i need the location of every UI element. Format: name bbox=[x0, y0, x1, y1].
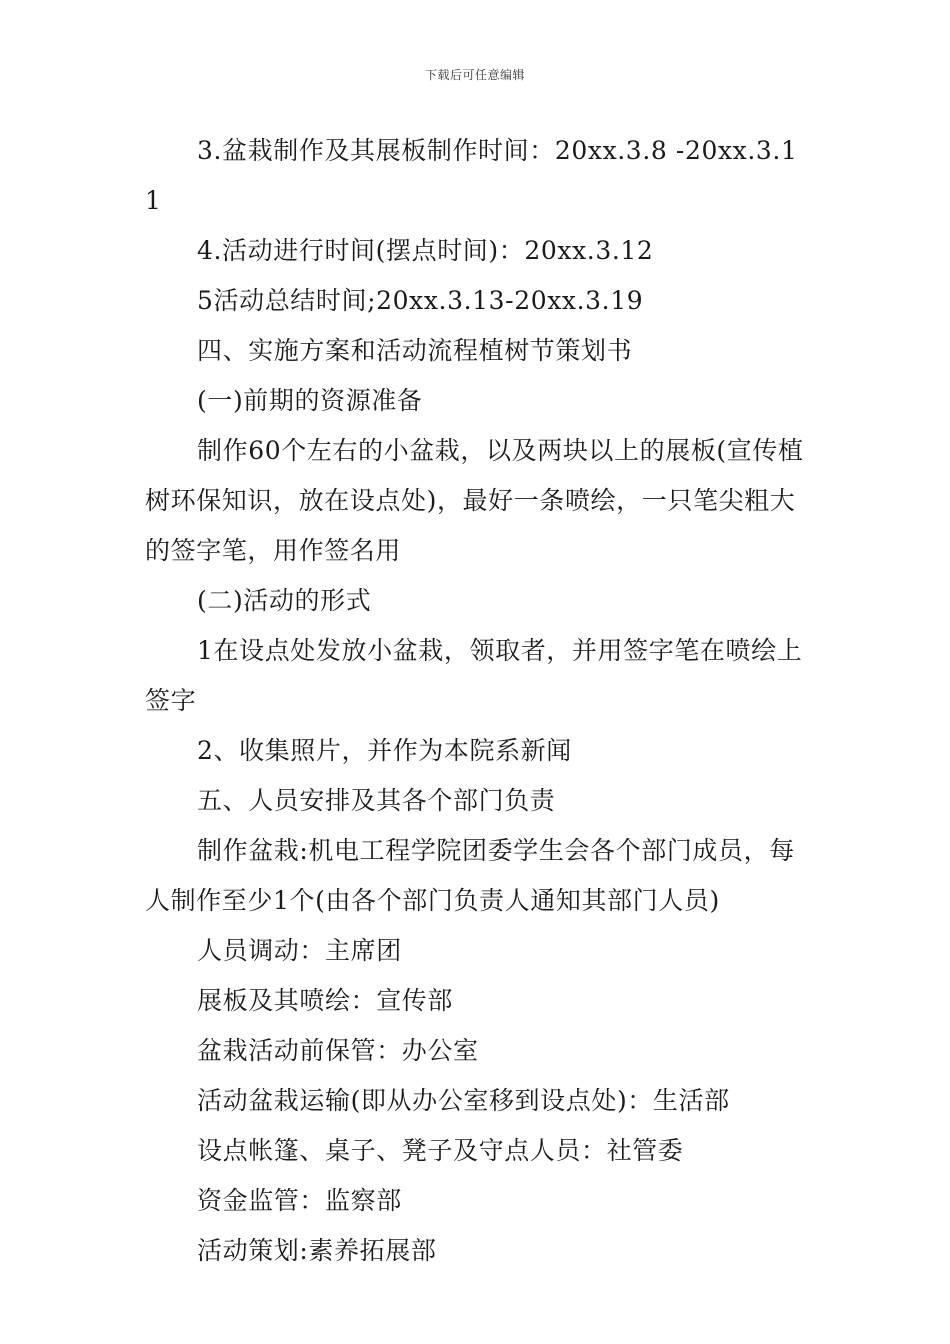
paragraph-staff-funds: 资金监管：监察部 bbox=[197, 1186, 402, 1215]
paragraph-format-2: 2、收集照片，并作为本院系新闻 bbox=[197, 736, 572, 765]
paragraph-resources: 制作60个左右的小盆栽，以及两块以上的展板(宣传植树环保知识，放在设点处)，最好一条喷绘，一只笔尖粗大的签字笔，用作签名用 bbox=[145, 436, 804, 565]
paragraph-staff-setup: 设点帐篷、桌子、凳子及守点人员：社管委 bbox=[197, 1136, 684, 1165]
paragraph-format-1: 1在设点处发放小盆栽，领取者，并用签字笔在喷绘上签字 bbox=[145, 636, 803, 715]
page-header-note: 下载后可任意编辑 bbox=[424, 68, 525, 82]
section-heading-implementation: 四、实施方案和活动流程植树节策划书 bbox=[197, 336, 633, 365]
subsection-heading-format: (二)活动的形式 bbox=[197, 586, 372, 615]
document-body bbox=[145, 126, 807, 1276]
paragraph-staff-storage: 盆栽活动前保管：办公室 bbox=[197, 1036, 479, 1065]
section-heading-staffing: 五、人员安排及其各个部门负责 bbox=[197, 786, 556, 815]
paragraph-staff-production: 制作盆栽:机电工程学院团委学生会各个部门成员，每人制作至少1个(由各个部门负责人通知其部门人员) bbox=[145, 836, 795, 915]
paragraph-time-summary: 5活动总结时间;20xx.3.13-20xx.3.19 bbox=[197, 286, 644, 315]
paragraph-staff-dispatch: 人员调动：主席团 bbox=[197, 936, 402, 965]
paragraph-time-event: 4.活动进行时间(摆点时间)：20xx.3.12 bbox=[197, 236, 654, 265]
paragraph-time-production: 3.盆栽制作及其展板制作时间：20xx.3.8 -20xx.3.11 bbox=[145, 136, 798, 215]
paragraph-staff-display: 展板及其喷绘：宣传部 bbox=[197, 986, 454, 1015]
subsection-heading-resources: (一)前期的资源准备 bbox=[197, 386, 423, 415]
paragraph-staff-transport: 活动盆栽运输(即从办公室移到设点处)：生活部 bbox=[197, 1086, 730, 1115]
paragraph-staff-planning: 活动策划:素养拓展部 bbox=[197, 1236, 437, 1265]
